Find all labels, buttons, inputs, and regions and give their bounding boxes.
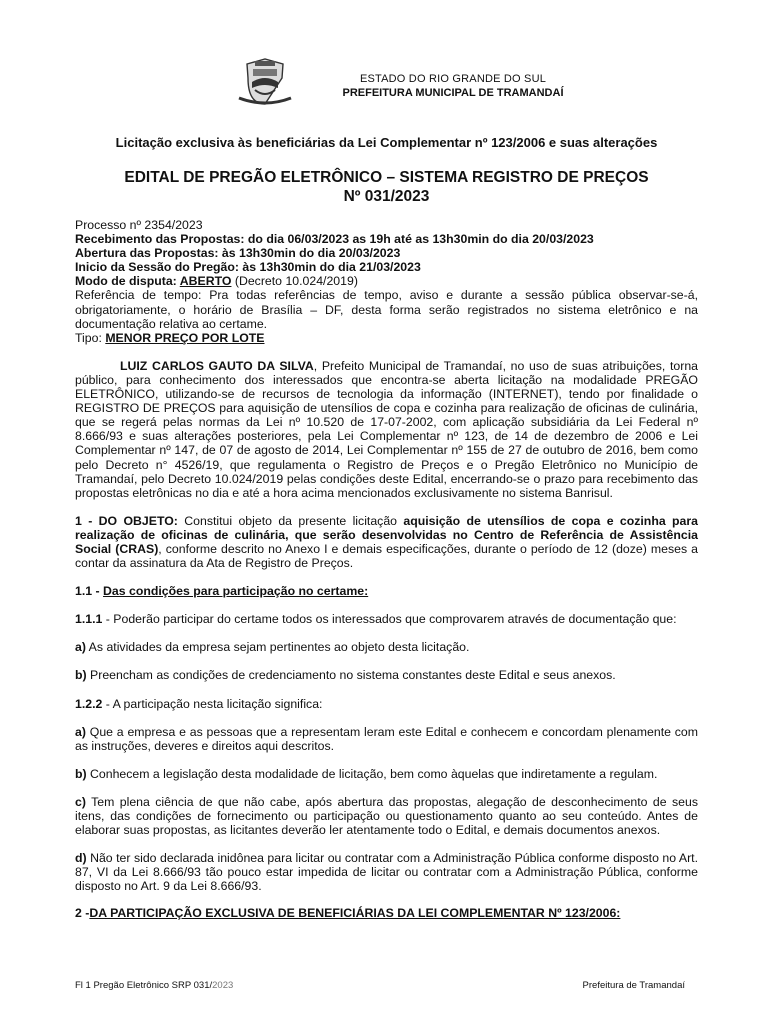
document-body bbox=[75, 218, 698, 921]
section-2-title: DA PARTICIPAÇÃO EXCLUSIVA DE BENEFICIÁRIAS DA LEI COMPLEMENTAR Nº 123/2006: bbox=[89, 906, 621, 921]
footer-year: 2023 bbox=[212, 980, 234, 991]
mayor-name: LUIZ CARLOS GAUTO DA SILVA bbox=[120, 358, 314, 373]
item-letter: b) bbox=[75, 766, 87, 781]
item-text: Que a empresa e as pessoas que a representam leram este Edital e conhecem e concordam plenamente com as instruções, deveres e direitos aqui descritos. bbox=[75, 724, 698, 753]
recebimento-line: Recebimento das Propostas: do dia 06/03/2023 as 19h até as 13h30min do dia 20/03/2023 bbox=[75, 232, 594, 247]
section-1-1-title: Das condições para participação no certame: bbox=[103, 584, 369, 599]
preamble-text: , Prefeito Municipal de Tramandaí, no uso de suas atribuições, torna público, para conhecimento dos interessados que encontra-se aberta licitação na modalidade PREGÃO ELETRÔNICO, utilizando-se de recursos de tecnologia da informação (INTERNET), tendo por finalidade o REGISTRO DE PREÇOS para aquisição de utensílios de copa e cozinha para realização de oficinas de culinária, que se regerá pelas normas da Lei nº 10.520 de 17-07-2002, com aplicação subsidiária da Lei Federal nº 8.666/93 e suas alterações posteriores, pela Lei Complementar nº 123, de 14 de dezembro de 2006 e Lei Complementar nº 147, de 07 de agosto de 2014, Lei Complementar nº 155 de 27 de outubro de 2016, bem como pelo Decreto n° 4526/19, que regulamenta o Registro de Preços e o Pregão Eletrônico no Município de Tramandaí, pelo Decreto 10.024/2019 pelas condições deste Edital, encerrando-se o prazo para recebimento das propostas eletrônicas no dia e até a hora acima mencionados exclusivamente no sistema Banrisul. bbox=[75, 358, 698, 500]
municipal-crest-icon bbox=[235, 58, 295, 108]
exclusive-notice: Licitação exclusiva às beneficiárias da Lei Complementar nº 123/2006 e suas alterações bbox=[115, 135, 658, 150]
prefecture-name: PREFEITURA MUNICIPAL DE TRAMANDAÍ bbox=[342, 87, 564, 99]
item-text: Preencham as condições de credenciamento no sistema constantes deste Edital e seus anexos. bbox=[86, 668, 616, 683]
item-d-2 bbox=[75, 851, 698, 893]
section-1-2-2-number: 1.2.2 bbox=[75, 696, 103, 711]
item-letter: b) bbox=[75, 668, 87, 683]
section-1-1-heading bbox=[75, 584, 698, 598]
tipo-label: Tipo: bbox=[75, 330, 106, 345]
objeto-bold: aquisição de utensílios de copa e cozinha para realização de oficinas de culinária, que serão desenvolvidas no Centro de Referência de Assistência Social (CRAS) bbox=[75, 513, 698, 556]
item-text: Tem plena ciência de que não cabe, após abertura das propostas, alegação de desconhecimento de seus itens, das condições de fornecimento ou participação ou questionamento quanto ao seu conteúdo. Antes de elaborar suas propostas, as licitantes deverão ler atentamente todo o Edital, e demais documentos anexos. bbox=[75, 794, 698, 838]
modo-value: ABERTO bbox=[179, 274, 232, 289]
section-1-2-2-paragraph bbox=[75, 697, 698, 711]
item-letter: c) bbox=[75, 794, 86, 809]
state-name: ESTADO DO RIO GRANDE DO SUL bbox=[359, 73, 547, 85]
preamble-paragraph bbox=[75, 359, 698, 500]
document-header bbox=[235, 58, 695, 108]
objeto-text-2: , conforme descrito no Anexo I e demais especificações, durante o período de 12 (doze) meses a contar da assinatura da Ata de Registro de Preços. bbox=[75, 541, 698, 571]
header-text bbox=[303, 72, 603, 100]
abertura-line: Abertura das Propostas: às 13h30min do dia 20/03/2023 bbox=[75, 246, 401, 261]
modo-line bbox=[75, 274, 698, 288]
title-line-2: Nº 031/2023 bbox=[343, 188, 430, 205]
section-1-2-2-text: - A participação nesta licitação significa: bbox=[102, 696, 323, 711]
item-letter: d) bbox=[75, 851, 87, 866]
tipo-line bbox=[75, 331, 698, 345]
item-letter: a) bbox=[75, 640, 86, 655]
inicio-line: Inicio da Sessão do Pregão: às 13h30min do dia 21/03/2023 bbox=[75, 260, 421, 275]
section-2-number: 2 - bbox=[75, 906, 90, 921]
referencia-paragraph: Referência de tempo: Pra todas referências de tempo, aviso e durante a sessão pública observar-se-á, obrigatoriamente, o horário de Brasília – DF, desta forma serão registrados no sistema eletrônico e na documentação relativa ao certame. bbox=[75, 288, 698, 331]
item-text: Não ter sido declarada inidônea para licitar ou contratar com a Administração Pública conforme disposto no Art. 87, VI da Lei 8.666/93 tão pouco estar impedida de licitar ou contratar com a Administração Pública, conforme disposto no Art. 9 da Lei 8.666/93. bbox=[75, 851, 698, 894]
processo-line: Processo nº 2354/2023 bbox=[75, 218, 203, 232]
footer-right: Prefeitura de Tramandaí bbox=[582, 980, 685, 991]
section-1-1-1-text: - Poderão participar do certame todos os interessados que comprovarem através de documentação que: bbox=[102, 612, 677, 627]
section-2-heading bbox=[75, 906, 698, 920]
item-b-1 bbox=[75, 668, 698, 682]
section-1-1-1-paragraph bbox=[75, 612, 698, 626]
item-text: As atividades da empresa sejam pertinentes ao objeto desta licitação. bbox=[85, 640, 470, 655]
item-c-2 bbox=[75, 795, 698, 837]
document-title bbox=[75, 168, 698, 206]
objeto-text-1: Constitui objeto da presente licitação bbox=[177, 513, 404, 528]
objeto-label: 1 - DO OBJETO: bbox=[75, 513, 178, 528]
objeto-paragraph bbox=[75, 514, 698, 570]
footer-left bbox=[75, 980, 233, 991]
item-b-2 bbox=[75, 767, 698, 781]
tipo-value: MENOR PREÇO POR LOTE bbox=[105, 330, 265, 345]
modo-label: Modo de disputa: bbox=[75, 274, 180, 289]
item-a-1 bbox=[75, 640, 698, 654]
item-a-2 bbox=[75, 725, 698, 753]
item-text: Conhecem a legislação desta modalidade de licitação, bem como àquelas que indiretamente a regulam. bbox=[86, 766, 658, 781]
section-1-1-1-number: 1.1.1 bbox=[75, 612, 103, 627]
modo-ref: (Decreto 10.024/2019) bbox=[231, 274, 358, 289]
item-letter: a) bbox=[75, 724, 86, 739]
footer-doc-ref: Fl 1 Pregão Eletrônico SRP 031/ bbox=[75, 980, 213, 991]
section-1-1-number: 1.1 - bbox=[75, 584, 104, 599]
title-line-1: EDITAL DE PREGÃO ELETRÔNICO – SISTEMA REGISTRO DE PREÇOS bbox=[124, 169, 649, 186]
